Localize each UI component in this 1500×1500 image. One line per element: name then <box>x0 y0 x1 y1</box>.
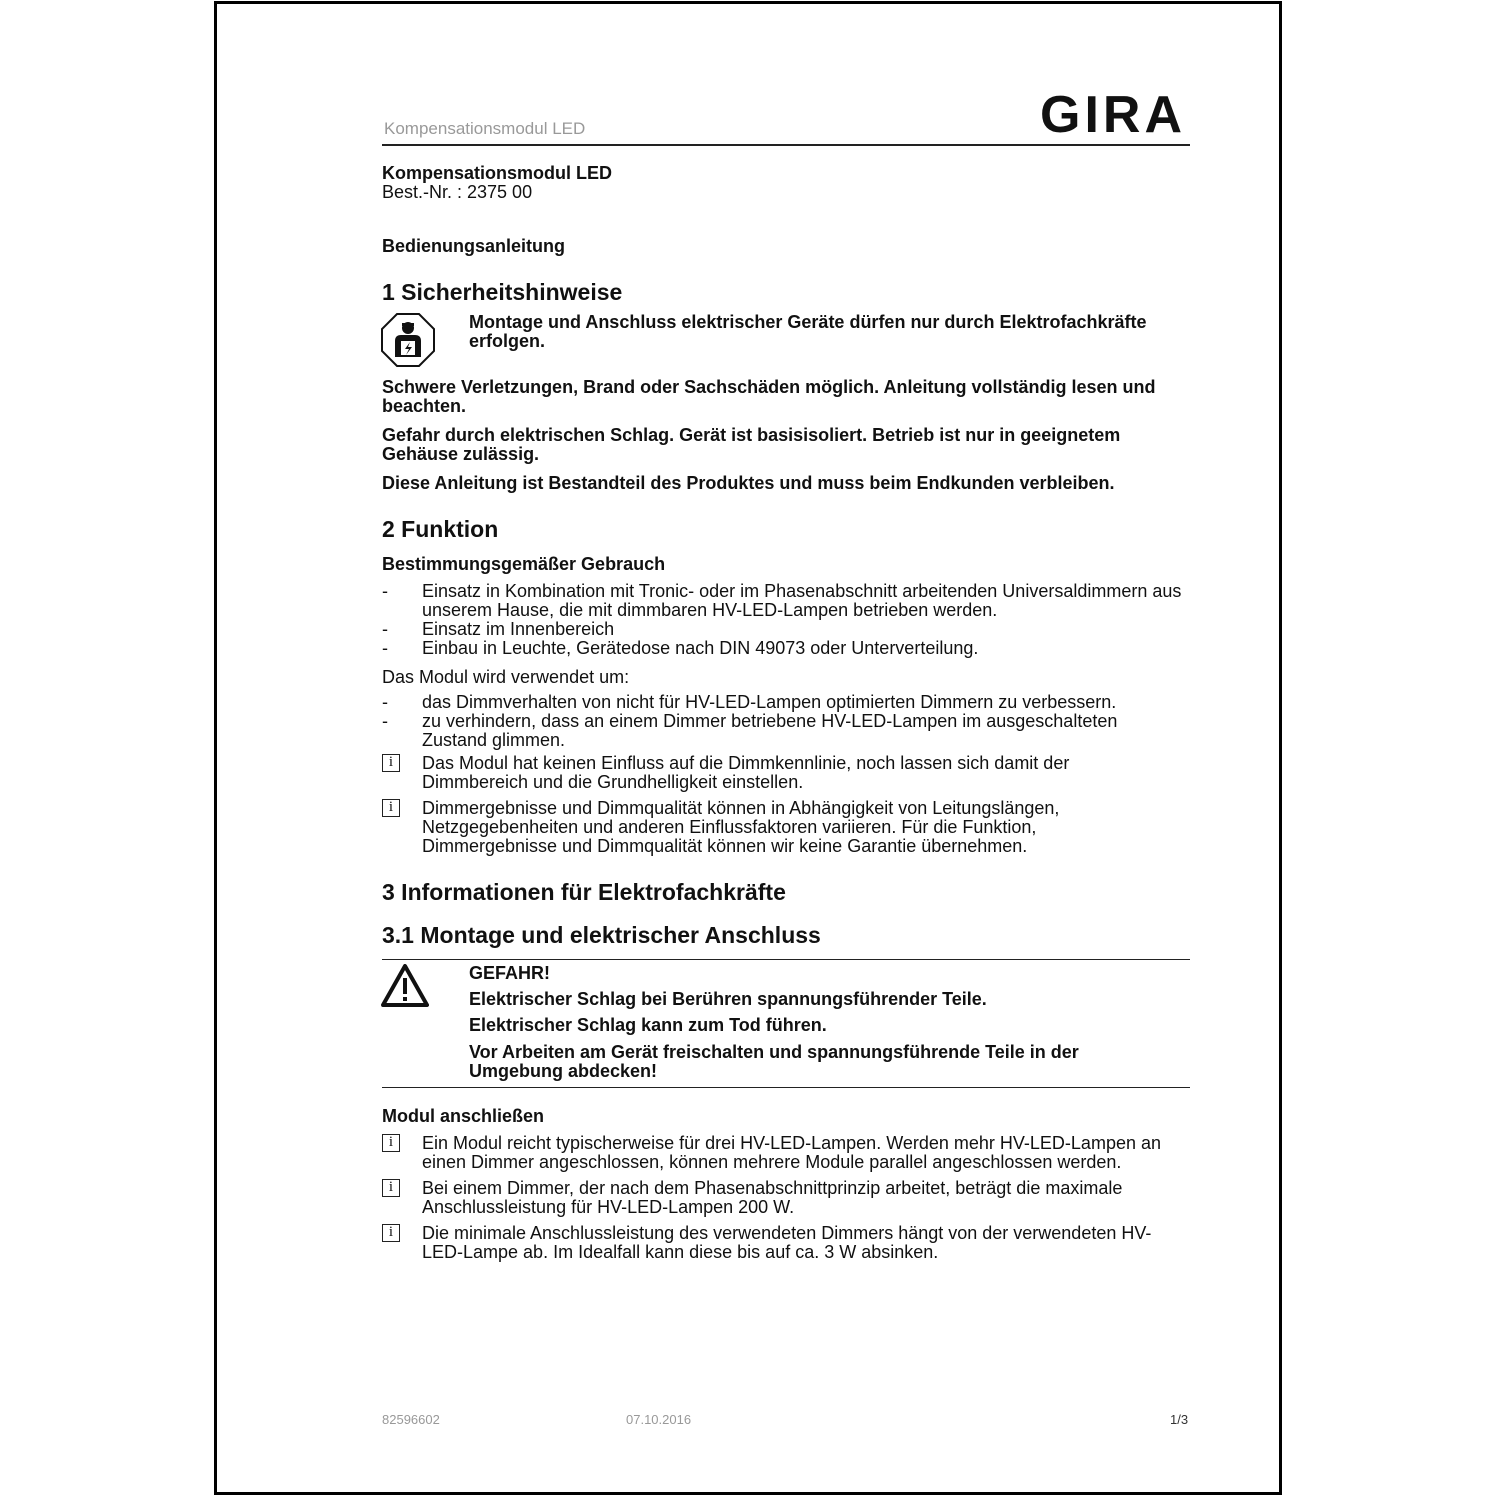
danger-line: Vor Arbeiten am Gerät freischalten und spannungsführende Teile in der Umgebung abdecken! <box>469 1042 1079 1081</box>
info-icon: i <box>382 1134 400 1152</box>
usage-intro: Das Modul wird verwendet um: <box>382 667 630 687</box>
doc-type: Bedienungsanleitung <box>382 236 566 256</box>
info-note: Ein Modul reicht typischerweise für drei HV-LED-Lampen. Werden mehr HV-LED-Lampen an einen Dimmer angeschlossen, können mehrere Module parallel angeschlossen werden. <box>422 1133 1161 1172</box>
header-rule <box>382 144 1190 146</box>
info-note: Dimmergebnisse und Dimmqualität können in Abhängigkeit von Leitungslängen, Netzgegebenheiten und anderen Einflussfaktoren variieren. Für die Funktion, Dimmergebnisse und Dimmqualität können wir keine Garantie übernehmen. <box>422 798 1060 856</box>
footer-page: 1/3 <box>1170 1412 1189 1427</box>
info-note: Bei einem Dimmer, der nach dem Phasenabschnittprinzip arbeitet, beträgt die maximale Anschlussleistung für HV-LED-Lampen 200 W. <box>422 1178 1123 1217</box>
info-icon: i <box>382 754 400 772</box>
section-3-heading: 3 Informationen für Elektrofachkräfte <box>382 879 786 905</box>
info-note: Das Modul hat keinen Einfluss auf die Dimmkennlinie, noch lassen sich damit der Dimmbereich und die Grundhelligkeit einstellen. <box>422 753 1070 792</box>
info-icon: i <box>382 799 400 817</box>
warning-triangle-icon <box>381 964 429 1008</box>
info-icon: i <box>382 1179 400 1197</box>
qualified-personnel-warning: Montage und Anschluss elektrischer Geräte dürfen nur durch Elektrofachkräfte erfolgen. <box>469 312 1147 351</box>
danger-rule-top <box>382 959 1190 960</box>
list-item: zu verhindern, dass an einem Dimmer betriebene HV-LED-Lampen im ausgeschalteten Zustand glimmen. <box>422 711 1118 750</box>
bullet-dash: - <box>382 692 388 712</box>
list-item: Einbau in Leuchte, Gerätedose nach DIN 49073 oder Unterverteilung. <box>422 638 979 658</box>
section-3-1-heading: 3.1 Montage und elektrischer Anschluss <box>382 922 821 948</box>
safety-paragraph: Gefahr durch elektrischen Schlag. Gerät ist basisisoliert. Betrieb ist nur in geeignetem Gehäuse zulässig. <box>382 425 1121 464</box>
electrician-icon <box>381 313 435 367</box>
danger-line: Elektrischer Schlag kann zum Tod führen. <box>469 1015 827 1035</box>
bullet-dash: - <box>382 638 388 658</box>
bullet-dash: - <box>382 619 388 639</box>
section-2-heading: 2 Funktion <box>382 516 499 542</box>
list-item: Einsatz in Kombination mit Tronic- oder im Phasenabschnitt arbeitenden Universaldimmern aus unserem Hause, die mit dimmbaren HV-LED-Lampen betrieben werden. <box>422 581 1182 620</box>
running-title: Kompensationsmodul LED <box>384 119 586 138</box>
danger-line: Elektrischer Schlag bei Berühren spannungsführender Teile. <box>469 989 987 1009</box>
list-item: Einsatz im Innenbereich <box>422 619 615 639</box>
connect-heading: Modul anschließen <box>382 1106 545 1126</box>
order-number: Best.-Nr. : 2375 00 <box>382 182 533 202</box>
section-1-heading: 1 Sicherheitshinweise <box>382 279 623 305</box>
safety-paragraph: Diese Anleitung ist Bestandteil des Produktes und muss beim Endkunden verbleiben. <box>382 473 1115 493</box>
bullet-dash: - <box>382 581 388 601</box>
footer-doc-number: 82596602 <box>382 1412 440 1427</box>
bullet-dash: - <box>382 711 388 731</box>
danger-rule-bottom <box>382 1087 1190 1088</box>
info-icon: i <box>382 1224 400 1242</box>
safety-paragraph: Schwere Verletzungen, Brand oder Sachschäden möglich. Anleitung vollständig lesen und beachten. <box>382 377 1156 416</box>
product-name: Kompensationsmodul LED <box>382 163 613 183</box>
danger-title: GEFAHR! <box>469 963 550 983</box>
intended-use-heading: Bestimmungsgemäßer Gebrauch <box>382 554 666 574</box>
list-item: das Dimmverhalten von nicht für HV-LED-Lampen optimierten Dimmern zu verbessern. <box>422 692 1117 712</box>
gira-logo: GIRA <box>1040 86 1186 144</box>
footer-date: 07.10.2016 <box>626 1412 692 1427</box>
info-note: Die minimale Anschlussleistung des verwendeten Dimmers hängt von der verwendeten HV-LED-Lampe ab. Im Idealfall kann diese bis auf ca. 3 W absinken. <box>422 1223 1152 1262</box>
